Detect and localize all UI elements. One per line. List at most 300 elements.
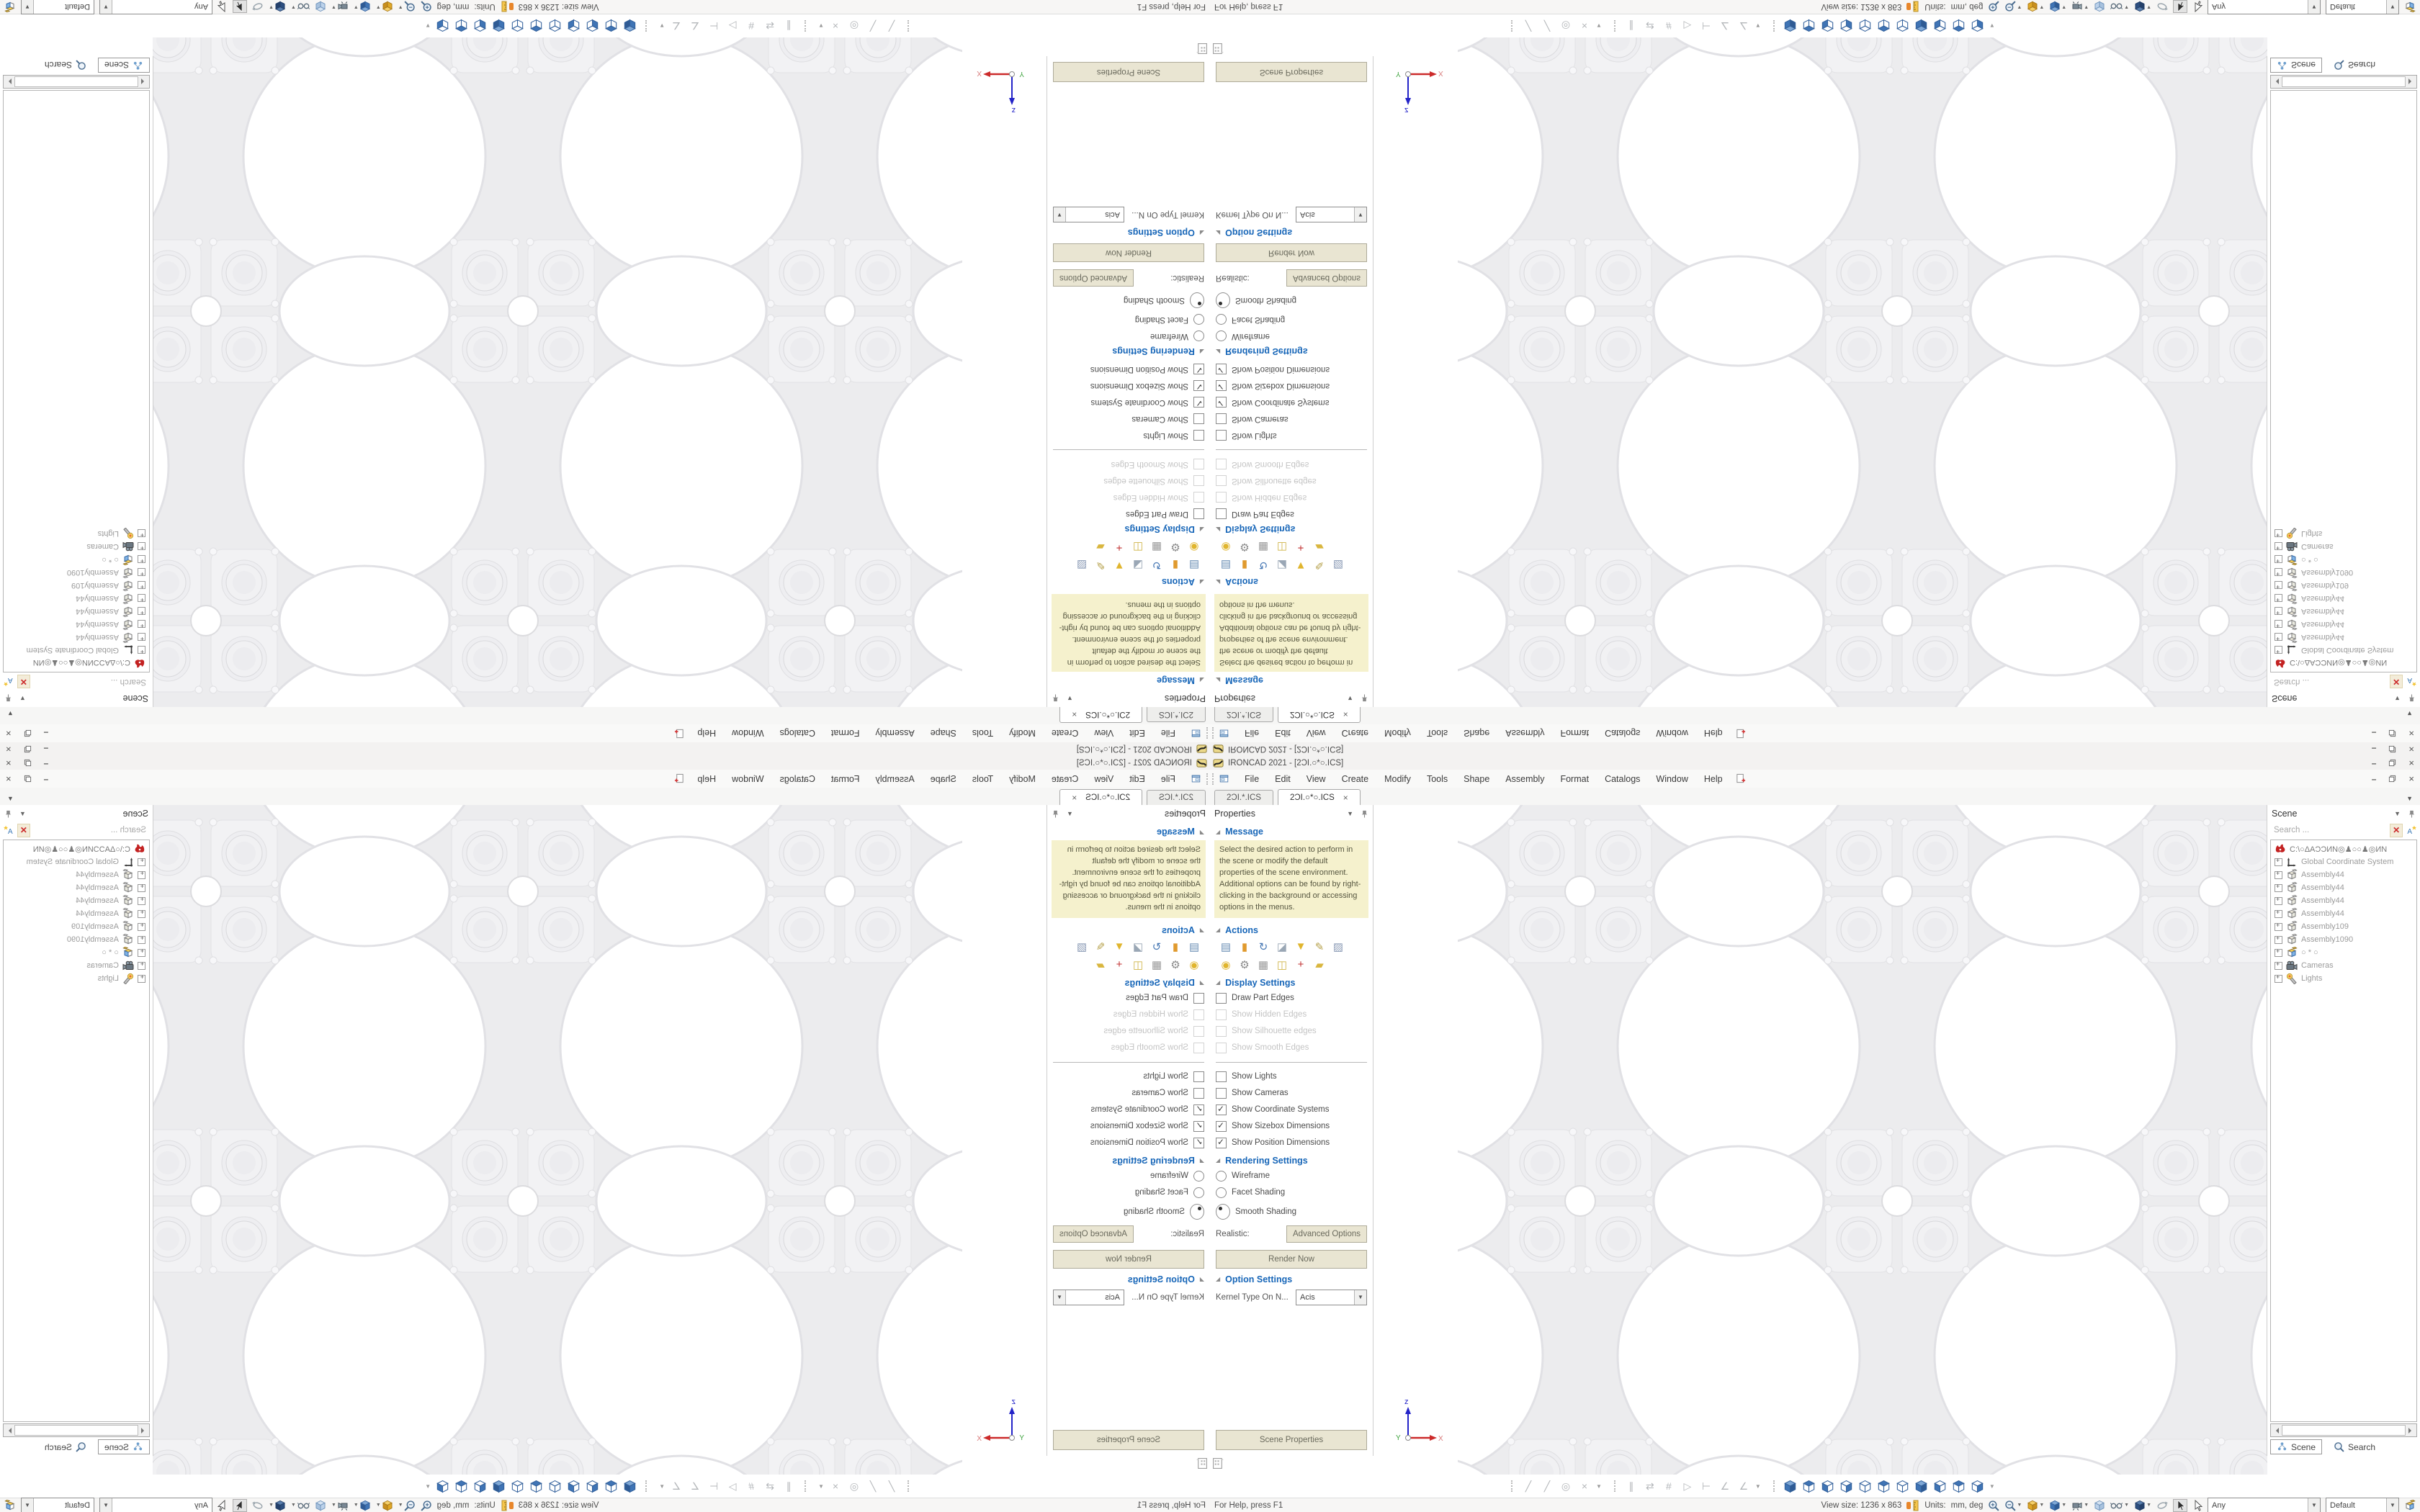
doc-close-button[interactable]: × bbox=[2408, 728, 2414, 739]
camera-view-cube-icon[interactable] bbox=[1970, 1478, 1986, 1494]
radio-button[interactable] bbox=[1216, 1187, 1227, 1198]
scene-properties-icon[interactable]: ▤ bbox=[1220, 559, 1232, 572]
blocks-icon[interactable]: ◫ bbox=[1276, 541, 1288, 554]
dialog-launcher-icon[interactable] bbox=[1212, 42, 1224, 55]
camera-view-cube-icon[interactable] bbox=[490, 1478, 506, 1494]
tree-item[interactable] bbox=[2271, 946, 2416, 959]
camera-view-cube-icon[interactable] bbox=[528, 1478, 544, 1494]
document-tab-2[interactable] bbox=[1278, 706, 1361, 723]
checkbox[interactable] bbox=[1193, 1088, 1204, 1099]
menu-item-catalogs[interactable]: Catalogs bbox=[1605, 728, 1641, 739]
clear-search-icon[interactable]: ✕ bbox=[2390, 675, 2403, 689]
configuration-select[interactable] bbox=[2326, 1498, 2399, 1512]
expand-icon[interactable] bbox=[138, 595, 145, 603]
tree-item[interactable] bbox=[4, 527, 149, 540]
chevron-down-icon[interactable]: ▼ bbox=[100, 1498, 112, 1512]
radio-button[interactable] bbox=[1216, 292, 1230, 308]
checkbox[interactable] bbox=[1193, 508, 1204, 519]
scene-properties-icon[interactable]: ▤ bbox=[1188, 559, 1200, 572]
orbit-icon[interactable] bbox=[2156, 1, 2168, 13]
tree-item[interactable] bbox=[4, 618, 149, 631]
chevron-down-icon[interactable]: ▼ bbox=[22, 1498, 34, 1512]
tree-item[interactable] bbox=[4, 855, 149, 868]
chevron-down-icon[interactable]: ▼ bbox=[2386, 0, 2398, 14]
snap-tool-icon[interactable]: ⊢ bbox=[1701, 20, 1711, 32]
message-section-header[interactable] bbox=[1210, 822, 1373, 839]
light-cube-view-icon[interactable] bbox=[315, 1, 326, 13]
doc-close-button[interactable]: × bbox=[6, 773, 12, 784]
render-scene-icon[interactable]: ◉ bbox=[1221, 541, 1231, 554]
minimize-button[interactable]: – bbox=[43, 744, 49, 755]
tree-item[interactable] bbox=[4, 605, 149, 618]
orbit-icon[interactable] bbox=[2156, 1500, 2168, 1511]
tree-item[interactable] bbox=[2271, 881, 2416, 894]
triad-axes-icon[interactable]: + bbox=[1297, 958, 1304, 971]
close-tab-icon[interactable]: × bbox=[1072, 793, 1077, 803]
render-scene-icon[interactable]: ◉ bbox=[1189, 958, 1199, 971]
camera-view-cube-icon[interactable] bbox=[1839, 18, 1855, 34]
tree-item[interactable] bbox=[2271, 920, 2416, 933]
sketch-tool-icon[interactable]: ◎ bbox=[1561, 1480, 1571, 1492]
grid-table-icon[interactable]: ▦ bbox=[1151, 541, 1162, 554]
document-tab-1[interactable] bbox=[1214, 707, 1273, 722]
filter-icon[interactable] bbox=[3, 824, 14, 836]
secondary-cursor-icon[interactable] bbox=[2192, 1, 2202, 13]
dark-cube-view-icon[interactable]: ▼ bbox=[2134, 1500, 2151, 1511]
minimize-button[interactable]: – bbox=[2371, 757, 2377, 768]
chevron-down-icon[interactable]: ▼ bbox=[659, 22, 666, 30]
camera-view-cube-icon[interactable] bbox=[565, 1478, 581, 1494]
doc-minimize-button[interactable]: – bbox=[2371, 728, 2377, 739]
sketch-tool-icon[interactable]: × bbox=[832, 1480, 839, 1492]
kernel-type-select[interactable] bbox=[1296, 207, 1367, 222]
snap-tool-icon[interactable]: ⇄ bbox=[766, 1480, 774, 1492]
camera-view-cube-icon[interactable] bbox=[434, 18, 450, 34]
viewport-3d[interactable] bbox=[153, 805, 1047, 1475]
chevron-down-icon[interactable]: ▼ bbox=[659, 1482, 666, 1490]
checkbox[interactable] bbox=[1216, 1043, 1227, 1053]
perforated-plate-model[interactable] bbox=[1458, 805, 2267, 1475]
radio-button[interactable] bbox=[1216, 1204, 1230, 1220]
scrollbar-track[interactable] bbox=[14, 76, 138, 87]
sketch-tool-icon[interactable]: ◎ bbox=[1561, 20, 1571, 32]
menu-item-edit[interactable]: Edit bbox=[1129, 728, 1145, 739]
tree-item[interactable] bbox=[4, 868, 149, 881]
zoom-out-icon[interactable]: ▼ bbox=[398, 1500, 416, 1511]
close-tab-icon[interactable]: × bbox=[1343, 709, 1348, 719]
edit-sheet-icon[interactable]: ✎ bbox=[1314, 559, 1325, 572]
menu-item-modify[interactable]: Modify bbox=[1384, 773, 1411, 784]
tree-item[interactable] bbox=[4, 881, 149, 894]
menu-item-view[interactable]: View bbox=[1094, 773, 1114, 784]
rendering-settings-section-header[interactable] bbox=[1210, 1151, 1373, 1168]
menu-item-modify[interactable]: Modify bbox=[1009, 773, 1036, 784]
menu-item-file[interactable]: File bbox=[1245, 773, 1260, 784]
pin-icon[interactable] bbox=[1052, 810, 1059, 818]
panel-menu-chevron-icon[interactable]: ▼ bbox=[1067, 695, 1073, 702]
tree-item[interactable] bbox=[2271, 566, 2416, 579]
menu-item-assembly[interactable]: Assembly bbox=[1505, 728, 1545, 739]
sketch-tool-icon[interactable]: ◎ bbox=[849, 20, 859, 32]
chevron-down-icon[interactable]: ▼ bbox=[2308, 0, 2320, 14]
expand-icon[interactable] bbox=[138, 936, 145, 944]
sketch-tool-icon[interactable]: ╱ bbox=[1543, 20, 1551, 32]
horizontal-scrollbar[interactable] bbox=[3, 1423, 150, 1437]
toolbar-grip[interactable] bbox=[1212, 773, 1216, 785]
sketch-tool-icon[interactable]: ╱ bbox=[888, 20, 895, 32]
camera-view-cube-icon[interactable] bbox=[1783, 1478, 1798, 1494]
menu-item-file[interactable]: File bbox=[1245, 728, 1260, 739]
funnel-icon[interactable]: ▼ bbox=[1113, 940, 1125, 953]
checkbox[interactable] bbox=[1193, 413, 1204, 424]
grid-table-icon[interactable]: ▦ bbox=[1151, 958, 1162, 971]
scroll-left-arrow-icon[interactable] bbox=[2271, 76, 2281, 88]
menu-item-catalogs[interactable]: Catalogs bbox=[1605, 773, 1641, 784]
expand-icon[interactable] bbox=[138, 923, 145, 931]
panel-menu-chevron-icon[interactable]: ▼ bbox=[19, 810, 26, 817]
toolbar-grip[interactable] bbox=[1614, 20, 1618, 32]
configurations-icon[interactable] bbox=[4, 1500, 16, 1511]
checkbox[interactable] bbox=[1193, 475, 1204, 486]
glasses-view-icon[interactable]: ▼ bbox=[291, 1500, 310, 1511]
checkbox[interactable] bbox=[1193, 1071, 1204, 1082]
secondary-cursor-icon[interactable] bbox=[218, 1, 228, 13]
tree-item[interactable] bbox=[2271, 868, 2416, 881]
document-tab-2[interactable] bbox=[1278, 789, 1361, 806]
tree-item[interactable] bbox=[4, 907, 149, 920]
horizontal-scrollbar[interactable] bbox=[2270, 75, 2417, 89]
menu-item-help[interactable]: Help bbox=[1703, 773, 1723, 784]
render-now-button[interactable]: Render Now bbox=[1216, 243, 1367, 262]
toolbar-grip[interactable] bbox=[905, 1480, 909, 1492]
tree-item[interactable] bbox=[4, 592, 149, 605]
expand-icon[interactable] bbox=[2275, 530, 2282, 538]
radio-button[interactable] bbox=[1216, 1171, 1227, 1182]
kernel-type-select[interactable] bbox=[1053, 207, 1124, 222]
expand-icon[interactable] bbox=[138, 884, 145, 892]
menu-item-file[interactable]: File bbox=[1160, 728, 1175, 739]
settings-gear-icon[interactable]: ⚙ bbox=[1240, 541, 1250, 554]
checkbox[interactable] bbox=[1193, 397, 1204, 408]
menu-item-shape[interactable]: Shape bbox=[1464, 773, 1490, 784]
panel-menu-chevron-icon[interactable]: ▼ bbox=[1067, 810, 1073, 817]
expand-icon[interactable] bbox=[2275, 923, 2282, 931]
menu-item-create[interactable]: Create bbox=[1341, 773, 1369, 784]
blocks-icon[interactable]: ◫ bbox=[1132, 958, 1144, 971]
new-scene-icon[interactable] bbox=[673, 728, 685, 739]
toolbar-grip[interactable] bbox=[905, 20, 909, 32]
light-cube-view-icon[interactable] bbox=[2094, 1, 2105, 13]
gold-cube-view-icon[interactable]: ▼ bbox=[376, 1, 393, 13]
expand-icon[interactable] bbox=[2275, 910, 2282, 918]
selection-filter-select[interactable] bbox=[99, 1498, 212, 1512]
catalog-stack-icon[interactable]: ▰ bbox=[1315, 541, 1324, 554]
scrollbar-track[interactable] bbox=[2282, 1425, 2406, 1436]
zoom-in-icon[interactable] bbox=[1988, 1500, 1999, 1511]
checkbox[interactable] bbox=[1216, 1104, 1227, 1115]
render-scene-icon[interactable]: ◉ bbox=[1221, 958, 1231, 971]
tab-list-chevron-icon[interactable]: ▼ bbox=[7, 795, 14, 802]
settings-gear-icon[interactable]: ⚙ bbox=[1170, 958, 1180, 971]
camera-view-cube-icon[interactable] bbox=[509, 1478, 525, 1494]
panel-tab-scene[interactable] bbox=[2270, 58, 2322, 73]
expand-icon[interactable] bbox=[2275, 858, 2282, 866]
triad-axes-icon[interactable]: + bbox=[1116, 958, 1123, 971]
camera-view-cube-icon[interactable] bbox=[1932, 1478, 1948, 1494]
menu-item-modify[interactable]: Modify bbox=[1384, 728, 1411, 739]
expand-icon[interactable] bbox=[2275, 634, 2282, 642]
kernel-type-select[interactable] bbox=[1053, 1290, 1124, 1305]
checkbox[interactable] bbox=[1216, 1121, 1227, 1132]
scene-search-input[interactable] bbox=[34, 677, 148, 687]
snap-tool-icon[interactable]: ∠ bbox=[1739, 1480, 1749, 1492]
chevron-down-icon[interactable]: ▼ bbox=[425, 22, 431, 30]
graph-icon[interactable]: ▨ bbox=[1332, 559, 1344, 572]
camera-view-cube-icon[interactable] bbox=[1801, 18, 1817, 34]
tree-item[interactable] bbox=[2271, 631, 2416, 644]
option-settings-section-header[interactable] bbox=[1210, 225, 1373, 242]
camera-view-cube-icon[interactable] bbox=[1914, 1478, 1930, 1494]
chevron-down-icon[interactable]: ▼ bbox=[818, 22, 824, 30]
radio-button[interactable] bbox=[1190, 292, 1204, 308]
menu-item-format[interactable]: Format bbox=[830, 728, 860, 739]
checkbox[interactable] bbox=[1216, 364, 1227, 374]
filter-icon[interactable] bbox=[3, 676, 14, 688]
select-cursor-button[interactable] bbox=[2173, 1499, 2187, 1512]
pin-icon[interactable] bbox=[1052, 695, 1059, 703]
part-icon[interactable]: ▮ bbox=[1172, 940, 1179, 953]
expand-icon[interactable] bbox=[2275, 582, 2282, 590]
menu-item-create[interactable]: Create bbox=[1341, 728, 1369, 739]
chevron-down-icon[interactable]: ▼ bbox=[818, 1482, 824, 1490]
checkbox[interactable] bbox=[1216, 1071, 1227, 1082]
tree-item[interactable] bbox=[2271, 959, 2416, 972]
doc-close-button[interactable]: × bbox=[6, 728, 12, 739]
menu-item-tools[interactable]: Tools bbox=[972, 728, 994, 739]
settings-gear-icon[interactable]: ⚙ bbox=[1240, 958, 1250, 971]
toolbar-grip[interactable] bbox=[1204, 728, 1208, 739]
camera-view-cube-icon[interactable] bbox=[472, 1478, 488, 1494]
close-button[interactable]: × bbox=[6, 744, 12, 755]
option-settings-section-header[interactable] bbox=[1210, 1270, 1373, 1287]
triad-axes-icon[interactable]: + bbox=[1297, 541, 1304, 554]
funnel-icon[interactable]: ▼ bbox=[1295, 559, 1307, 572]
settings-gear-icon[interactable]: ⚙ bbox=[1170, 541, 1180, 554]
camera-view-cube-icon[interactable] bbox=[603, 1478, 619, 1494]
gold-cube-view-icon[interactable]: ▼ bbox=[2027, 1500, 2044, 1511]
checkbox[interactable] bbox=[1216, 508, 1227, 519]
checkbox[interactable] bbox=[1216, 1026, 1227, 1037]
chevron-down-icon[interactable]: ▼ bbox=[1989, 22, 1995, 30]
document-tab-2[interactable] bbox=[1059, 789, 1142, 806]
menu-item-create[interactable]: Create bbox=[1051, 773, 1079, 784]
expand-icon[interactable] bbox=[2275, 884, 2282, 892]
snap-tool-icon[interactable]: ⇄ bbox=[1646, 1480, 1654, 1492]
blocks-icon[interactable]: ◫ bbox=[1132, 541, 1144, 554]
toolbar-grip[interactable] bbox=[1204, 773, 1208, 785]
checkbox[interactable] bbox=[1216, 1009, 1227, 1020]
menu-item-edit[interactable]: Edit bbox=[1275, 728, 1291, 739]
menu-item-assembly[interactable]: Assembly bbox=[1505, 773, 1545, 784]
clear-search-icon[interactable]: ✕ bbox=[17, 675, 30, 689]
sketch-tool-icon[interactable]: ╱ bbox=[1525, 20, 1532, 32]
checkbox[interactable] bbox=[1193, 1026, 1204, 1037]
camera-view-cube-icon[interactable] bbox=[565, 18, 581, 34]
blue-cube-view-icon[interactable]: ▼ bbox=[2049, 1, 2066, 13]
viewport-3d[interactable] bbox=[153, 37, 1047, 707]
snap-tool-icon[interactable]: ⇄ bbox=[766, 20, 774, 32]
camera-view-cube-icon[interactable] bbox=[1876, 18, 1892, 34]
checkbox[interactable] bbox=[1193, 1121, 1204, 1132]
sketch-tool-icon[interactable]: ╱ bbox=[869, 1480, 877, 1492]
checkbox[interactable] bbox=[1216, 430, 1227, 441]
scene-properties-button[interactable]: Scene Properties bbox=[1053, 62, 1204, 82]
scene-properties-icon[interactable]: ▤ bbox=[1220, 940, 1232, 953]
configuration-select[interactable] bbox=[2326, 0, 2399, 15]
scroll-left-arrow-icon[interactable] bbox=[2271, 1424, 2281, 1436]
zoom-in-icon[interactable] bbox=[1988, 1, 1999, 13]
doc-restore-button[interactable] bbox=[2388, 775, 2396, 783]
section-icon[interactable]: ◪ bbox=[1276, 940, 1288, 953]
doc-minimize-button[interactable]: – bbox=[43, 773, 49, 784]
light-cube-view-icon[interactable] bbox=[2094, 1500, 2105, 1511]
menu-item-help[interactable]: Help bbox=[697, 773, 717, 784]
blue-cube-view-icon[interactable]: ▼ bbox=[354, 1500, 371, 1511]
close-button[interactable]: × bbox=[2408, 757, 2414, 768]
graph-icon[interactable]: ▨ bbox=[1076, 940, 1088, 953]
snap-tool-icon[interactable]: # bbox=[1666, 1480, 1672, 1492]
close-tab-icon[interactable]: × bbox=[1343, 793, 1348, 803]
panel-menu-chevron-icon[interactable]: ▼ bbox=[1347, 810, 1353, 817]
actions-section-header[interactable] bbox=[1047, 575, 1210, 591]
expand-icon[interactable] bbox=[2275, 975, 2282, 983]
radio-button[interactable] bbox=[1193, 1187, 1204, 1198]
glasses-view-icon[interactable]: ▼ bbox=[2110, 1500, 2129, 1511]
scene-search-input[interactable] bbox=[34, 825, 148, 835]
menu-item-format[interactable]: Format bbox=[830, 773, 860, 784]
menu-item-view[interactable]: View bbox=[1094, 728, 1114, 739]
panel-menu-chevron-icon[interactable]: ▼ bbox=[2394, 695, 2401, 702]
checkbox[interactable] bbox=[1216, 459, 1227, 469]
snap-tool-icon[interactable]: ▷ bbox=[728, 20, 737, 32]
expand-icon[interactable] bbox=[2275, 595, 2282, 603]
tree-item[interactable] bbox=[2271, 842, 2416, 855]
actions-section-header[interactable] bbox=[1210, 575, 1373, 591]
dialog-launcher-icon[interactable] bbox=[1196, 42, 1208, 55]
expand-icon[interactable] bbox=[138, 569, 145, 577]
snap-tool-icon[interactable]: ∠ bbox=[671, 20, 681, 32]
expand-icon[interactable] bbox=[2275, 608, 2282, 616]
toolbar-grip[interactable] bbox=[1511, 1480, 1515, 1492]
snap-tool-icon[interactable]: ∠ bbox=[1720, 20, 1730, 32]
scroll-right-arrow-icon[interactable] bbox=[2406, 76, 2416, 88]
tree-item[interactable] bbox=[4, 579, 149, 592]
toolbar-grip[interactable] bbox=[643, 20, 647, 32]
zoom-out-icon[interactable]: ▼ bbox=[398, 1, 416, 13]
scene-properties-button[interactable]: Scene Properties bbox=[1216, 62, 1367, 82]
display-settings-section-header[interactable] bbox=[1047, 522, 1210, 539]
camera-view-cube-icon[interactable] bbox=[1820, 1478, 1836, 1494]
sketch-tool-icon[interactable]: × bbox=[1581, 1480, 1588, 1492]
display-settings-section-header[interactable] bbox=[1047, 973, 1210, 990]
menu-item-modify[interactable]: Modify bbox=[1009, 728, 1036, 739]
panel-tab-search[interactable] bbox=[2328, 1440, 2381, 1454]
scroll-right-arrow-icon[interactable] bbox=[4, 1424, 14, 1436]
catalog-stack-icon[interactable]: ▰ bbox=[1315, 958, 1324, 971]
pin-icon[interactable] bbox=[1361, 810, 1368, 818]
message-section-header[interactable] bbox=[1210, 673, 1373, 690]
checkbox[interactable] bbox=[1193, 364, 1204, 374]
tree-item[interactable] bbox=[4, 566, 149, 579]
snap-tool-icon[interactable]: ∠ bbox=[671, 1480, 681, 1492]
checkbox[interactable] bbox=[1193, 459, 1204, 469]
funnel-icon[interactable]: ▼ bbox=[1113, 559, 1125, 572]
expand-icon[interactable] bbox=[2275, 569, 2282, 577]
menu-item-tools[interactable]: Tools bbox=[1426, 728, 1448, 739]
snap-tool-icon[interactable]: # bbox=[1666, 20, 1672, 32]
panel-tab-search[interactable] bbox=[39, 58, 92, 72]
configurations-icon[interactable] bbox=[4, 1, 16, 13]
grid-table-icon[interactable]: ▦ bbox=[1258, 541, 1269, 554]
snap-tool-icon[interactable]: ⊢ bbox=[1701, 1480, 1711, 1492]
chevron-down-icon[interactable]: ▼ bbox=[1596, 1482, 1602, 1490]
checkbox[interactable] bbox=[1216, 380, 1227, 391]
scene-properties-button[interactable]: Scene Properties bbox=[1053, 1430, 1204, 1450]
select-cursor-button[interactable] bbox=[2173, 1, 2187, 14]
checkbox[interactable] bbox=[1193, 430, 1204, 441]
camera-view-cube-icon[interactable] bbox=[547, 1478, 563, 1494]
menu-item-window[interactable]: Window bbox=[1656, 773, 1688, 784]
chevron-down-icon[interactable]: ▼ bbox=[1054, 207, 1066, 222]
gold-cube-view-icon[interactable]: ▼ bbox=[376, 1500, 393, 1511]
section-icon[interactable]: ◪ bbox=[1132, 940, 1144, 953]
expand-icon[interactable] bbox=[138, 608, 145, 616]
render-now-button[interactable]: Render Now bbox=[1053, 243, 1204, 262]
scroll-right-arrow-icon[interactable] bbox=[2406, 1424, 2416, 1436]
panel-tab-search[interactable] bbox=[39, 1440, 92, 1454]
new-scene-icon[interactable] bbox=[1735, 773, 1747, 784]
tree-item[interactable] bbox=[4, 972, 149, 985]
select-cursor-button[interactable] bbox=[233, 1, 247, 14]
tab-list-chevron-icon[interactable]: ▼ bbox=[2406, 795, 2413, 802]
toolbar-grip[interactable] bbox=[643, 1480, 647, 1492]
chevron-down-icon[interactable]: ▼ bbox=[1989, 1482, 1995, 1490]
display-settings-section-header[interactable] bbox=[1210, 973, 1373, 990]
sketch-tool-icon[interactable]: ╱ bbox=[888, 1480, 895, 1492]
doc-restore-button[interactable] bbox=[24, 775, 32, 783]
dialog-launcher-icon[interactable] bbox=[1212, 1457, 1224, 1470]
chevron-down-icon[interactable]: ▼ bbox=[2386, 1498, 2398, 1512]
configuration-select[interactable] bbox=[21, 1498, 94, 1512]
document-tab-2[interactable] bbox=[1059, 706, 1142, 723]
radio-button[interactable] bbox=[1216, 330, 1227, 341]
expand-icon[interactable] bbox=[2275, 897, 2282, 905]
radio-button[interactable] bbox=[1190, 1204, 1204, 1220]
blocks-icon[interactable]: ◫ bbox=[1276, 958, 1288, 971]
selection-filter-select[interactable] bbox=[99, 0, 212, 15]
menu-item-window[interactable]: Window bbox=[1656, 728, 1688, 739]
expand-icon[interactable] bbox=[2275, 936, 2282, 944]
tree-item[interactable] bbox=[4, 946, 149, 959]
menu-item-format[interactable]: Format bbox=[1560, 773, 1590, 784]
camera-view-cube-icon[interactable] bbox=[1783, 18, 1798, 34]
zoom-out-icon[interactable]: ▼ bbox=[2004, 1500, 2022, 1511]
expand-icon[interactable] bbox=[2275, 962, 2282, 970]
perforated-plate-model[interactable] bbox=[153, 805, 962, 1475]
expand-icon[interactable] bbox=[138, 962, 145, 970]
menu-item-shape[interactable]: Shape bbox=[1464, 728, 1490, 739]
checkbox[interactable] bbox=[1216, 492, 1227, 503]
